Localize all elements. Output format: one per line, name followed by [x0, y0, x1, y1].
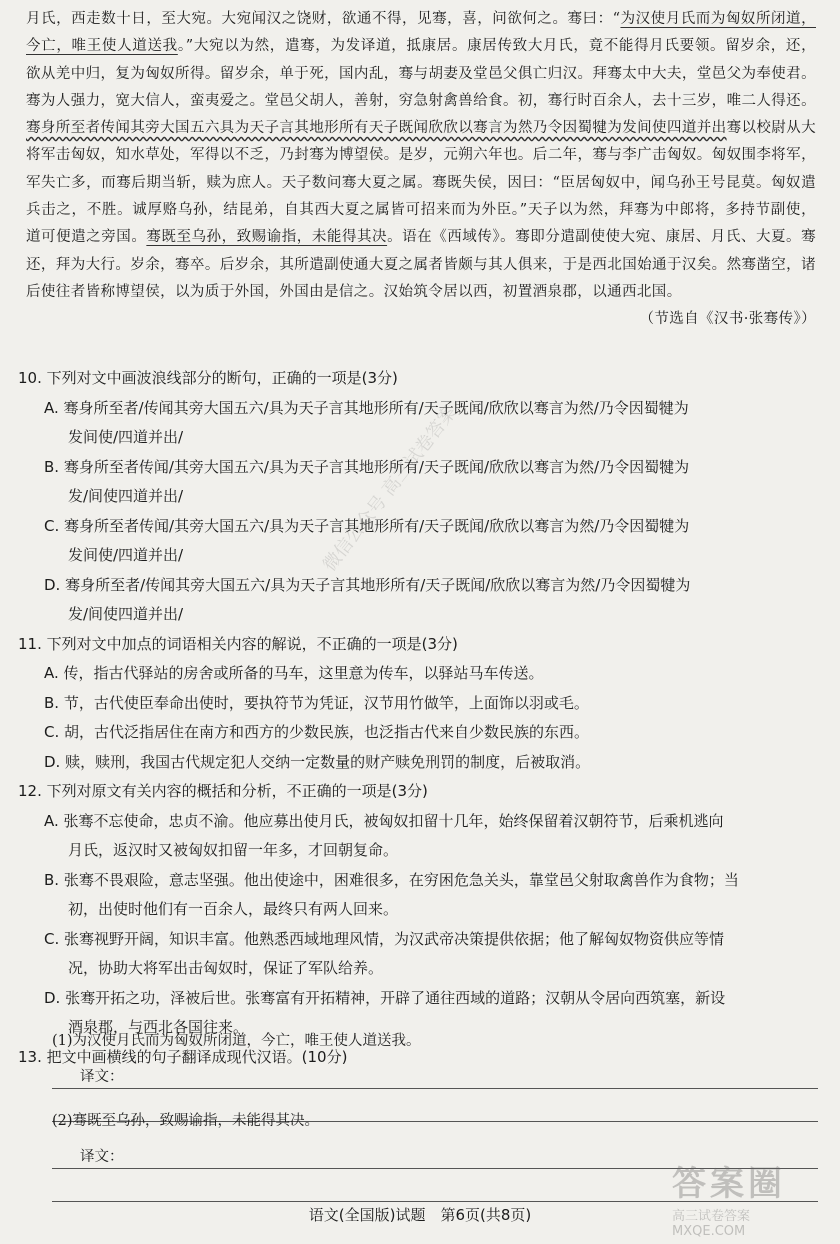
option-line-cont: 发/间使四道并出/: [68, 605, 184, 623]
wavy-underlined-section: 骞身所至者传闻其旁大国五六具为天子言其地形所有天子既闻欣欣以骞言为然乃令因蜀犍为发间使四道并出: [26, 120, 727, 137]
underlined-sentence-2: 骞既至乌孙，致赐谕指，未能得其决: [146, 229, 388, 246]
option-line: A. 骞身所至者/传闻其旁大国五六/具为天子言其地形所有/天子既闻/欣欣以骞言为然/乃令因蜀犍为: [44, 398, 689, 417]
passage-text-3: 骞以校尉从大将军击匈奴，知水草处，军得以不乏，乃封骞为博望侯。是岁，元朔六年也。后二年，骞与李广击匈奴。匈奴围李将军，军失亡多，而骞后期当斩，赎为庶人。天子数问骞大夏之属。骞既失侯，因曰：“臣居匈奴中，闻乌孙王号昆莫。匈奴遣兵击之，不胜。诚厚赂乌孙，结昆弟，自其西大夏之属皆可招来而为外臣。”天子以为然，拜骞为中郎将，多持节副使，道可便遣之旁国。: [26, 120, 817, 246]
passage-text-2: 。”大宛以为然，遣骞，为发译道，抵康居。康居传致大月氏，竟不能得月氏要领。留岁余，还，欲从羌中归，复为匈奴所得。留岁余，单于死，国内乱，骞与胡妻及堂邑父俱亡归汉。拜骞太中大夫，堂邑父为奉使君。骞为人强力，宽大信人，蛮夷爱之。堂邑父胡人，善射，穷急射禽兽给食。初，骞行时百余人，去十三岁，唯二人得还。: [26, 38, 817, 109]
question-12-option-b: [18, 866, 818, 925]
logo-subtext: 高三试卷答案 MXQE.COM: [672, 1209, 751, 1239]
question-11-option-a: A. 传，指古代驿站的房舍或所备的马车，这里意为传车，以驿站马车传送。: [44, 664, 544, 682]
option-line-cont: 初，出使时他们有一百余人，最终只有两人回来。: [68, 900, 399, 918]
option-line-cont: 发间使/四道并出/: [68, 428, 184, 446]
option-line: C. 骞身所至者传闻/其旁大国五六/具为天子言其地形所有/天子既闻/欣欣以骞言为然/乃令因蜀犍为: [44, 516, 690, 535]
option-line: D. 骞身所至者/传闻其旁大国五六/具为天子言其地形所有/天子既闻/欣欣以骞言为然/乃令因蜀犍为: [44, 575, 691, 594]
passage-source: （节选自《汉书·张骞传》）: [639, 311, 816, 328]
question-12-option-a: [18, 807, 818, 866]
answer-label: 译文：: [80, 1149, 124, 1165]
option-line-cont: 月氏，返汉时又被匈奴扣留一年多，才回朝复命。: [68, 841, 399, 859]
passage-text-4: 。语在《西域传》。骞即分遣副使使大宛、康居、月氏、大夏。骞还，拜为大行。岁余，骞卒。后岁余，其所遣副使通大夏之属者皆颇与其人俱来，于是西北国始通于汉矣。然骞凿空，诸后使往者皆称博望侯，以为质于外国，外国由是信之。汉始筑令居以西，初置酒泉郡，以通西北国。: [26, 229, 816, 300]
option-line: D. 张骞开拓之功，泽被后世。张骞富有开拓精神，开辟了通往西域的道路；汉朝从令居向西筑塞，新设: [44, 988, 726, 1007]
passage-body: [26, 6, 816, 306]
option-line: C. 张骞视野开阔，知识丰富。他熟悉西域地理风情，为汉武帝决策提供依据；他了解匈奴物资供应等情: [44, 929, 725, 948]
passage-text-1: 月氏，西走数十日，至大宛。大宛闻汉之饶财，欲通不得，见骞，喜，问欲何之。骞曰：“: [26, 11, 621, 27]
option-line-cont: 发间使/四道并出/: [68, 546, 184, 564]
option-line-cont: 况，协助大将军出击匈奴时，保证了军队给养。: [68, 959, 384, 977]
answer-line-1a[interactable]: [52, 1056, 818, 1089]
option-line: B. 骞身所至者传闻/其旁大国五六/具为天子言其地形所有/天子既闻/欣欣以骞言为然/乃令因蜀犍为: [44, 457, 690, 476]
option-line: A. 张骞不忘使命，忠贞不渝。他应募出使月氏，被匈奴扣留十几年，始终保留着汉朝符节，后乘机逃向: [44, 811, 724, 830]
question-12-stem: 12. 下列对原文有关内容的概括和分析，不正确的一项是(3分): [18, 782, 428, 800]
question-13-stem: 13. 把文中画横线的句子翻译成现代汉语。(10分): [18, 1047, 348, 1066]
underlined-sentence-1: 为汉使月氏而为匈奴所闭道，今亡，唯王使人道送我: [26, 11, 816, 55]
question-11-option-d: D. 赎，赎刑，我国古代规定犯人交纳一定数量的财产赎免刑罚的制度，后被取消。: [44, 752, 591, 771]
watermark-logo: [672, 1156, 812, 1239]
question-11-stem: 11. 下列对文中加点的词语相关内容的解说，不正确的一项是(3分): [18, 634, 458, 653]
translation-sentence-2: (2)骞既至乌孙，致赐谕指，未能得其决。: [52, 1113, 320, 1129]
question-12-option-c: [18, 925, 818, 984]
classical-passage: [26, 6, 816, 334]
answer-label: 译文：: [80, 1069, 124, 1085]
question-10-option-d: [18, 571, 818, 630]
option-line: B. 张骞不畏艰险，意志坚强。他出使途中，困难很多，在穷困危急关头，靠堂邑父射取禽兽作为食物；当: [44, 870, 739, 889]
watermark-text: 微信公众号 高三试卷答案: [319, 401, 462, 576]
logo-text: 答案圈: [672, 1164, 786, 1204]
question-11-option-b: B. 节，古代使臣奉命出使时，要执符节为凭证，汉节用竹做竿，上面饰以羽或毛。: [44, 693, 589, 712]
translation-sentence-1: (1)为汉使月氏而为匈奴所闭道，今亡，唯王使人道送我。: [52, 1033, 421, 1049]
page-footer: 语文(全国版)试题 第6页(共8页): [308, 1206, 532, 1224]
option-line-cont: 酒泉郡，与西北各国往来。: [68, 1018, 249, 1036]
question-11-option-c: C. 胡，古代泛指居住在南方和西方的少数民族，也泛指古代来自少数民族的东西。: [44, 723, 590, 741]
option-line-cont: 发/间使四道并出/: [68, 487, 184, 505]
question-10-stem: 10. 下列对文中画波浪线部分的断句，正确的一项是(3分): [18, 369, 398, 387]
question-10-option-c: [18, 512, 818, 571]
